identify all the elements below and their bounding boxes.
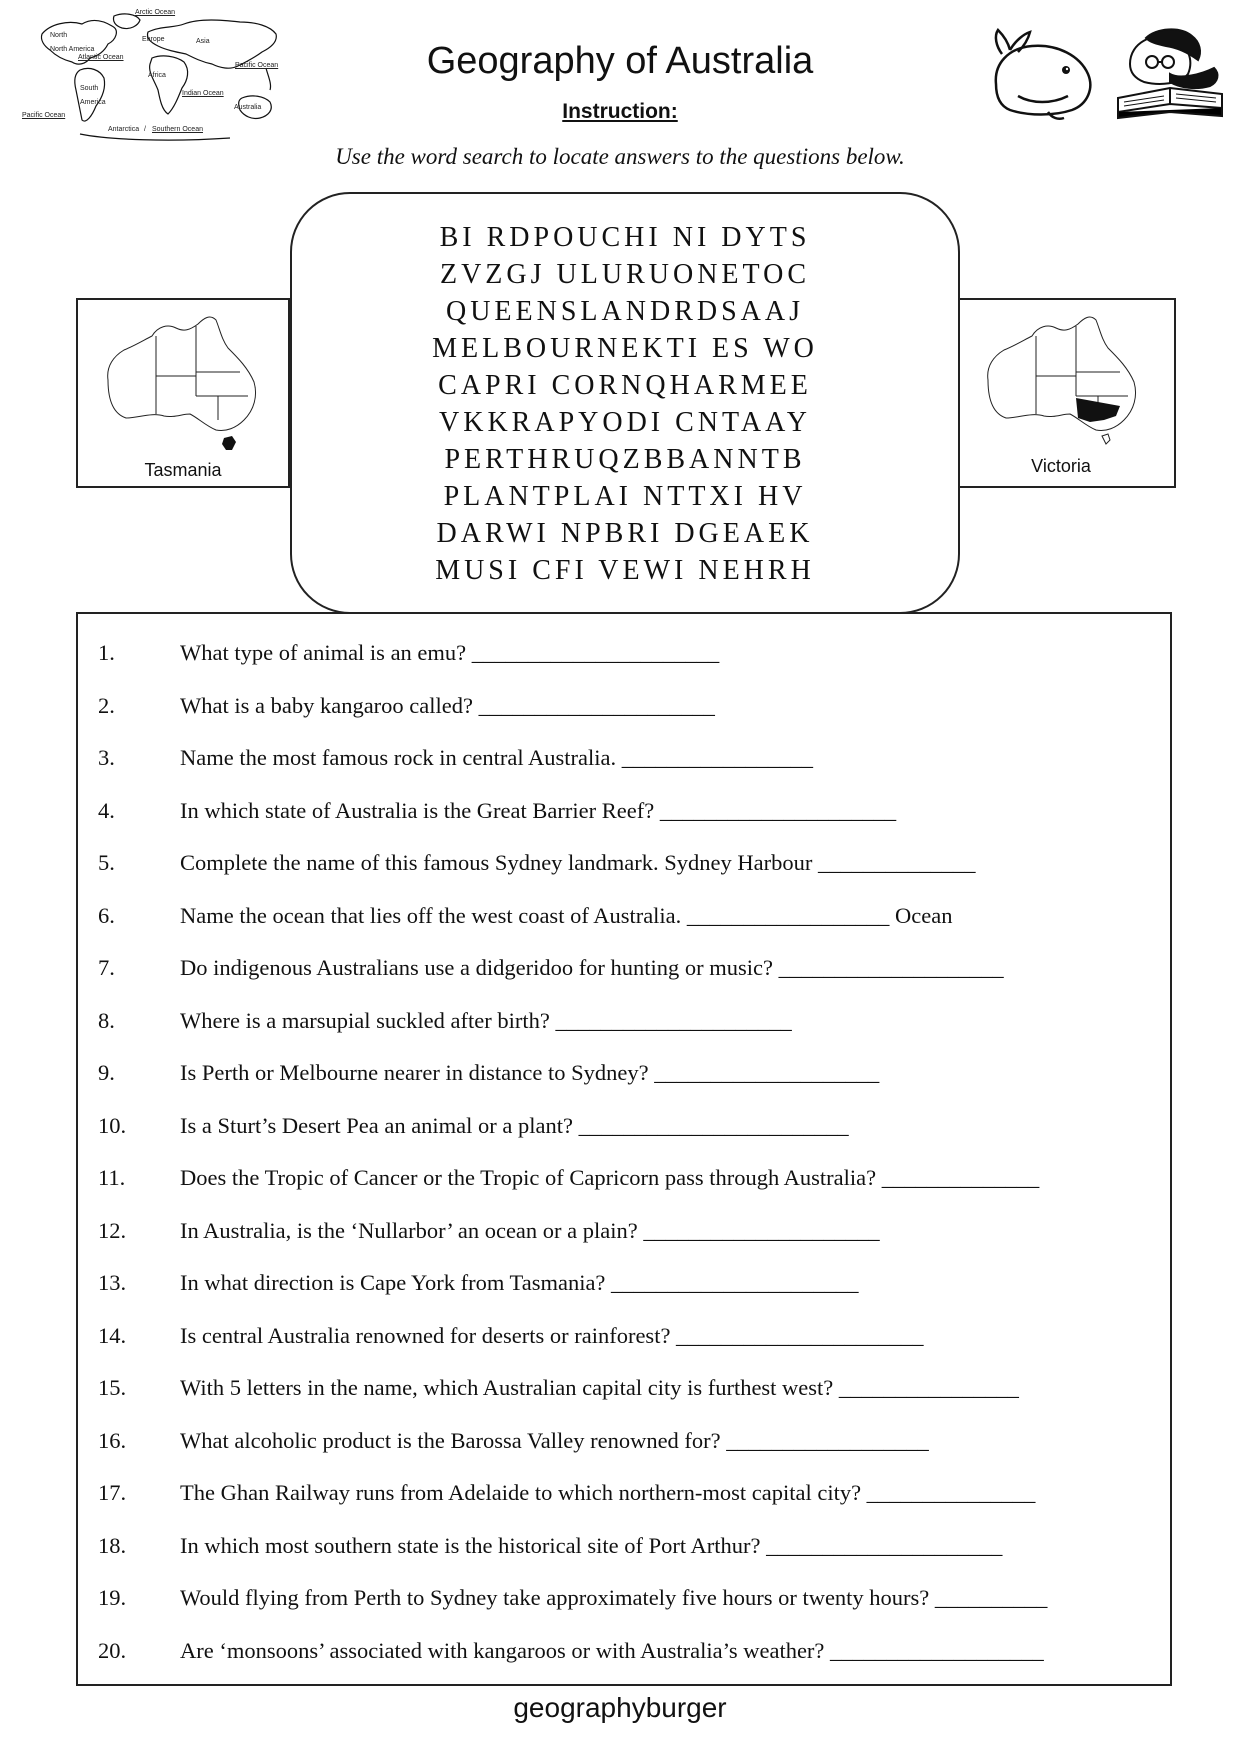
map-caption-victoria: Victoria xyxy=(1031,456,1091,476)
question-number: 2. xyxy=(98,692,115,718)
map-label-north: North xyxy=(50,32,68,39)
question-number: 18. xyxy=(98,1532,127,1558)
question-text: Are ‘monsoons’ associated with kangaroos or with Australia’s weather? ___________________ xyxy=(180,1637,1044,1663)
map-label-slash: / xyxy=(144,126,146,133)
question-text: In which state of Australia is the Great Barrier Reef? _____________________ xyxy=(180,797,897,823)
map-label-indian: Indian Ocean xyxy=(182,90,224,97)
questions-box xyxy=(76,612,1172,1686)
map-label-africa: Africa xyxy=(148,72,166,79)
question-number: 5. xyxy=(98,850,115,875)
question-text: The Ghan Railway runs from Adelaide to which northern-most capital city? _______________ xyxy=(180,1480,1036,1505)
question-text: Is Perth or Melbourne nearer in distance to Sydney? ____________________ xyxy=(180,1060,880,1085)
grid-row-1: BI RDPOUCHI NI DYTS xyxy=(439,222,811,253)
grid-row-10: MUSI CFI VEWI NEHRH xyxy=(435,555,815,586)
reading-man-icon xyxy=(1110,24,1228,124)
question-text: What type of animal is an emu? ______________________ xyxy=(180,640,720,665)
instruction-text: Use the word search to locate answers to the questions below. xyxy=(335,144,905,169)
question-number: 12. xyxy=(98,1217,127,1243)
map-label-europe: Europe xyxy=(142,36,165,43)
grid-row-5: CAPRI CORNQHARMEE xyxy=(438,370,812,401)
question-number: 8. xyxy=(98,1007,115,1033)
map-caption-tasmania: Tasmania xyxy=(144,460,222,480)
map-box-victoria xyxy=(946,298,1176,488)
question-text: Name the most famous rock in central Australia. _________________ xyxy=(180,745,813,770)
map-label-southern: Southern Ocean xyxy=(152,126,203,133)
word-search-grid xyxy=(290,192,960,614)
question-text: What is a baby kangaroo called? _____________________ xyxy=(180,692,715,718)
question-text: Where is a marsupial suckled after birth? _____________________ xyxy=(180,1007,792,1033)
question-number: 10. xyxy=(98,1112,127,1138)
instruction-label: Instruction: xyxy=(562,100,678,123)
question-number: 15. xyxy=(98,1375,127,1400)
question-text: Would flying from Perth to Sydney take approximately five hours or twenty hours? __________ xyxy=(180,1585,1048,1610)
grid-row-8: PLANTPLAI NTTXI HV xyxy=(443,481,807,512)
page-title: Geography of Australia xyxy=(426,40,814,82)
question-text: Complete the name of this famous Sydney landmark. Sydney Harbour ______________ xyxy=(180,850,976,875)
map-label-north-america: North America xyxy=(50,46,95,53)
grid-row-7: PERTHRUQZBBANNTB xyxy=(444,444,806,475)
question-number: 11. xyxy=(98,1165,126,1190)
question-text: In which most southern state is the historical site of Port Arthur? _____________________ xyxy=(180,1532,1003,1558)
australia-map-tasmania-icon xyxy=(98,310,268,460)
question-number: 14. xyxy=(98,1322,127,1348)
question-text: Do indigenous Australians use a didgeridoo for hunting or music? ____________________ xyxy=(180,955,1004,980)
map-label-antarctica: Antarctica xyxy=(108,126,140,133)
grid-row-9: DARWI NPBRI DGEAEK xyxy=(436,518,814,549)
question-text: Name the ocean that lies off the west coast of Australia. __________________ Ocean xyxy=(180,902,953,928)
map-label-pacific-left: Pacific Ocean xyxy=(22,112,66,119)
question-text: What alcoholic product is the Barossa Valley renowned for? __________________ xyxy=(180,1427,929,1453)
question-number: 6. xyxy=(98,902,115,928)
question-number: 9. xyxy=(98,1060,115,1085)
question-number: 4. xyxy=(98,797,115,823)
question-number: 17. xyxy=(98,1480,127,1505)
question-number: 20. xyxy=(98,1637,127,1663)
grid-row-2: ZVZGJ ULURUONETOC xyxy=(439,259,811,290)
question-number: 7. xyxy=(98,955,115,980)
map-label-australia: Australia xyxy=(234,104,262,111)
grid-row-4: MELBOURNEKTI ES WO xyxy=(432,333,818,364)
question-text: With 5 letters in the name, which Australian capital city is furthest west? ________________ xyxy=(180,1375,1019,1400)
question-number: 16. xyxy=(98,1427,127,1453)
question-text: Is central Australia renowned for deserts or rainforest? ______________________ xyxy=(180,1322,924,1348)
question-number: 1. xyxy=(98,640,115,665)
question-number: 19. xyxy=(98,1585,127,1610)
question-text: In what direction is Cape York from Tasmania? ______________________ xyxy=(180,1270,859,1295)
map-label-arctic: Arctic Ocean xyxy=(135,9,176,16)
whale-icon xyxy=(988,24,1100,124)
australia-map-victoria-icon xyxy=(978,310,1148,460)
question-number: 13. xyxy=(98,1270,127,1295)
grid-row-3: QUEENSLANDRDSAAJ xyxy=(445,296,804,327)
map-box-tasmania xyxy=(76,298,290,488)
map-label-asia: Asia xyxy=(196,38,210,45)
grid-row-6: VKKRAPYODI CNTAAY xyxy=(439,407,811,438)
question-text: Is a Sturt’s Desert Pea an animal or a plant? ________________________ xyxy=(180,1112,849,1138)
footer-brand: geographyburger xyxy=(513,1692,727,1723)
question-number: 3. xyxy=(98,745,115,770)
map-label-pacific-right: Pacific Ocean xyxy=(235,62,279,69)
question-text: Does the Tropic of Cancer or the Tropic of Capricorn pass through Australia? ______________ xyxy=(180,1165,1040,1190)
map-label-atlantic: Atlantic Ocean xyxy=(78,54,124,61)
question-text: In Australia, is the ‘Nullarbor’ an ocean or a plain? _____________________ xyxy=(180,1217,880,1243)
map-label-south-america: South America xyxy=(80,85,106,106)
